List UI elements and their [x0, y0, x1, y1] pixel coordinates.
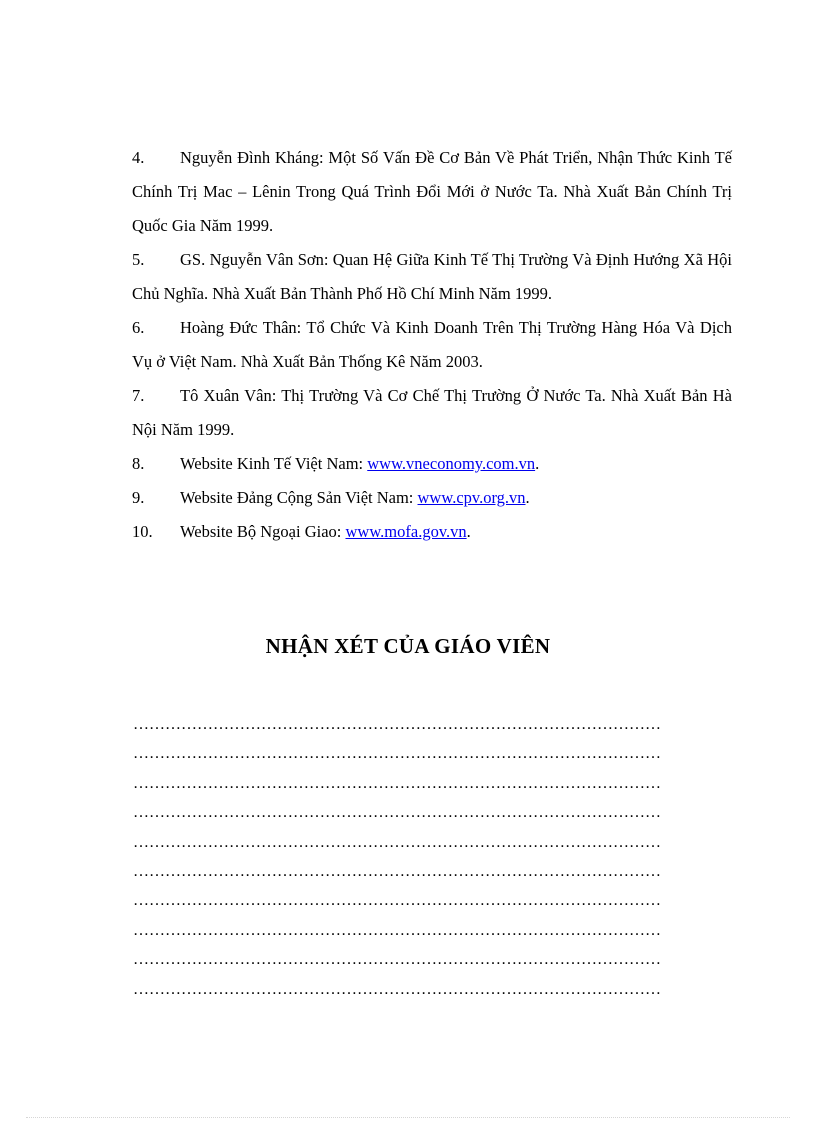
- comment-line: ………………………………………………………………………………………: [133, 921, 661, 939]
- reference-suffix: .: [535, 454, 540, 473]
- reference-text: Website Bộ Ngoại Giao:: [180, 522, 346, 541]
- reference-text: Tô Xuân Vân: Thị Trường Và Cơ Chế Thị Trường Ở Nước Ta. Nhà Xuất Bản Hà Nội Năm 1999.: [132, 386, 732, 439]
- comment-line: ………………………………………………………………………………………: [133, 833, 661, 851]
- reference-text: Website Đảng Cộng Sản Việt Nam:: [180, 488, 418, 507]
- reference-number: 6.: [132, 318, 145, 337]
- reference-number: 10.: [132, 522, 153, 541]
- reference-text: Website Kinh Tế Việt Nam:: [180, 454, 368, 473]
- cpv-link[interactable]: www.cpv.org.vn: [417, 488, 526, 507]
- comment-line: ………………………………………………………………………………………: [133, 774, 661, 792]
- vneconomy-link[interactable]: www.vneconomy.com.vn: [367, 454, 536, 473]
- reference-text: Hoàng Đức Thân: Tổ Chức Và Kinh Doanh Trên Thị Trường Hàng Hóa Và Dịch Vụ ở Việt Nam. Nhà Xuất Bản Thống Kê Năm 2003.: [132, 318, 732, 371]
- reference-item: [132, 481, 732, 515]
- page-bottom-divider: [26, 1117, 790, 1118]
- reference-item: [132, 379, 732, 447]
- reference-number: 5.: [132, 250, 145, 269]
- comment-line: ………………………………………………………………………………………: [133, 716, 661, 733]
- reference-number: 8.: [132, 454, 145, 473]
- mofa-link[interactable]: www.mofa.gov.vn: [345, 522, 467, 541]
- reference-number: 4.: [132, 148, 145, 167]
- comment-line: ………………………………………………………………………………………: [133, 951, 661, 969]
- reference-text: Nguyễn Đình Kháng: Một Số Vấn Đề Cơ Bản Về Phát Triển, Nhận Thức Kinh Tế Chính Trị Mac – Lênin Trong Quá Trình Đổi Mới ở Nước Ta. Nhà Xuất Bản Chính Trị Quốc Gia Năm 1999.: [132, 148, 732, 235]
- reference-item: [132, 311, 732, 379]
- comment-line: ………………………………………………………………………………………: [133, 862, 661, 880]
- comment-line: ………………………………………………………………………………………: [133, 892, 661, 910]
- comment-line: ………………………………………………………………………………………: [133, 804, 661, 822]
- reference-list: [132, 141, 732, 549]
- reference-item: [132, 243, 732, 311]
- reference-suffix: .: [525, 488, 530, 507]
- comment-line: ………………………………………………………………………………………: [133, 980, 661, 998]
- reference-number: 9.: [132, 488, 145, 507]
- reference-item: [132, 141, 732, 243]
- comment-lines: [133, 710, 741, 1004]
- reference-suffix: .: [466, 522, 471, 541]
- reference-item: [132, 515, 732, 549]
- reference-number: 7.: [132, 386, 145, 405]
- reference-item: [132, 447, 732, 481]
- reference-text: GS. Nguyễn Vân Sơn: Quan Hệ Giữa Kinh Tế Thị Trường Và Định Hướng Xã Hội Chủ Nghĩa. Nhà Xuất Bản Thành Phố Hồ Chí Minh Năm 1999.: [132, 250, 732, 303]
- comment-line: ………………………………………………………………………………………: [133, 745, 661, 763]
- teacher-comments-heading: NHẬN XÉT CỦA GIÁO VIÊN: [265, 634, 551, 658]
